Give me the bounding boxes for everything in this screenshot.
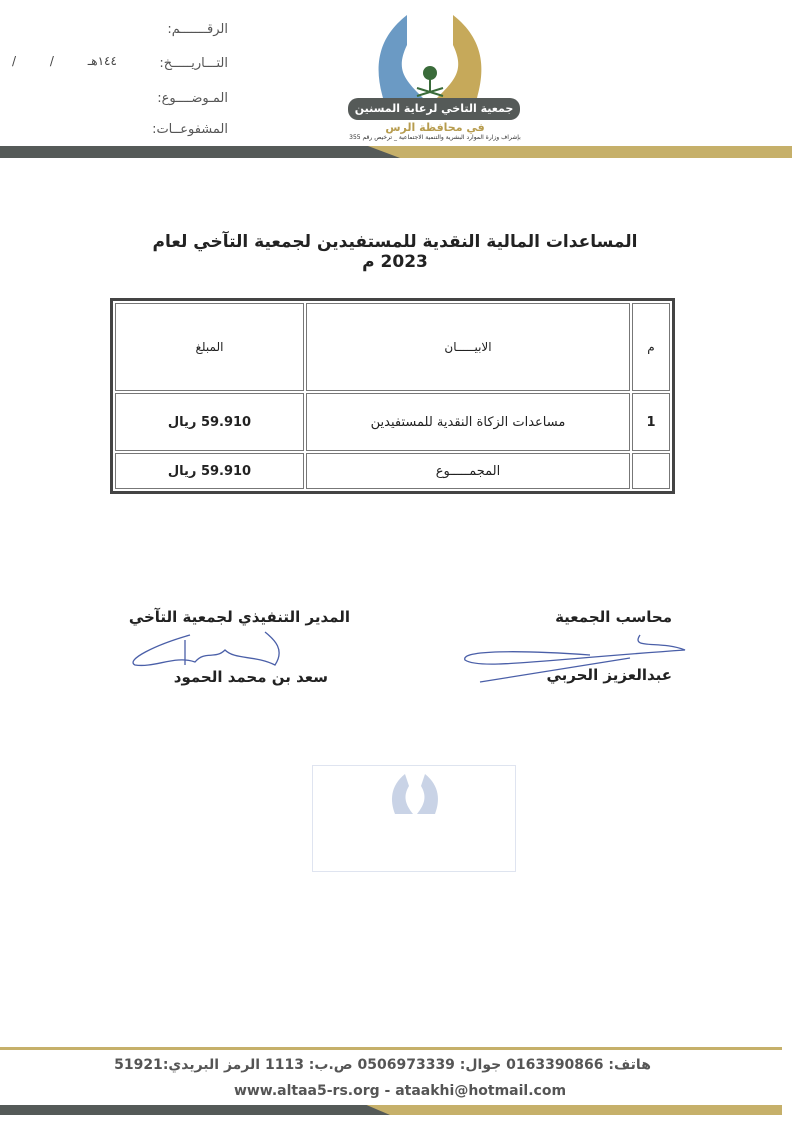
number-label: الرقـــــــم: [167,22,228,37]
header-description: الابيـــــان [306,303,630,391]
footer-contact: هاتف: 0163390866 جوال: 0506973339 ص.ب: 1113 الرمز البريدي:51921 [114,1057,651,1073]
assistance-table [110,298,675,494]
header-amount: المبلغ [115,303,304,391]
attachments-label: المشفوعــات: [152,122,228,137]
org-name: جمعية التاخي لرعاية المسنين [348,98,520,120]
org-city: في محافظة الرس [385,121,485,134]
director-title: المدير التنفيذي لجمعية التآخي [128,608,350,626]
accountant-title: محاسب الجمعية [555,608,672,626]
table-total-row [115,453,670,489]
row-description: مساعدات الزكاة النقدية للمستفيدين [306,393,630,451]
row-amount: 59.910 ريال [115,393,304,451]
director-name: سعد بن محمد الحمود [173,668,328,686]
table-header-row [115,303,670,391]
row-index: 1 [632,393,670,451]
document-title: المساعدات المالية النقدية للمستفيدين لجمعية التآخي لعام 2023 م [152,232,638,272]
footer-band-dark [0,1105,390,1115]
footer-web[interactable]: www.altaa5-rs.org - ataakhi@hotmail.com [233,1083,567,1099]
total-amount: 59.910 ريال [115,453,304,489]
total-index [632,453,670,489]
date-label: التـــاريـــــخ: [159,56,228,71]
accountant-signature-icon [460,630,690,685]
official-stamp [312,765,516,872]
header-band-dark [0,146,400,158]
stamp-logo-icon [315,766,515,826]
org-tagline: بإشراف وزارة الموارد البشرية والتنمية الاجتماعية _ ترخيص رقم 355 [349,134,521,141]
footer-line [0,1047,782,1050]
header-index: م [632,303,670,391]
date-value: / / ١٤٤هـ [12,54,117,68]
subject-label: المـوضــــوع: [157,91,228,106]
accountant-name: عبدالعزيز الحربي [546,666,672,684]
director-signature-icon [125,630,295,675]
total-label: المجمـــــوع [306,453,630,489]
table-row [115,393,670,451]
